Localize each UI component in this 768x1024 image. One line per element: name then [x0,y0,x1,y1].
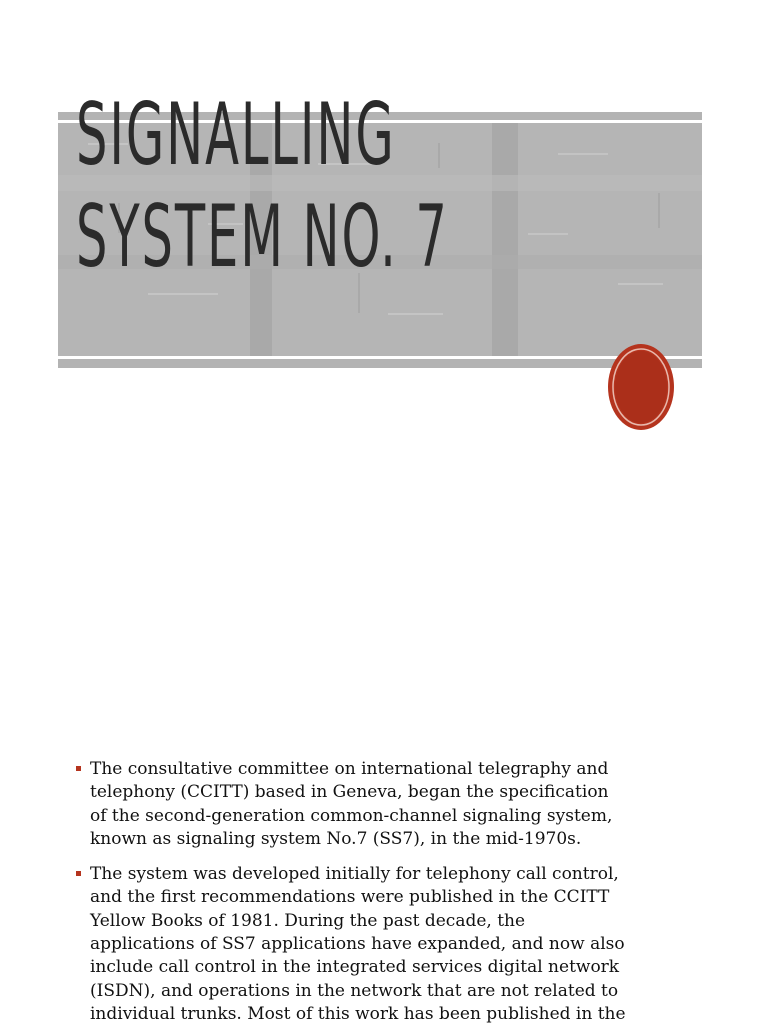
slide-content [76,758,702,1024]
bullet-marker [76,871,81,876]
slide-title-line-2: SYSTEM NO. 7 [76,187,449,287]
bullet-marker [76,766,81,771]
bullet-text: The system was developed initially for telephony call control, and the first recommendations were published in the CCITT Yellow Books of 1981. During the past decade, the applications of SS7 applications have expanded, and now also include call control in the integrated services digital network (ISDN), and operations in the network that are not related to individual trunks. Most of this work has been published in the [90,864,626,1024]
slide-title-line-1: SIGNALLING [76,85,396,185]
red-circle-ornament [606,342,676,432]
bullet-item [76,863,702,1024]
slide-title [76,84,449,288]
bullet-text: The consultative committee on international telegraphy and telephony (CCITT) based in Geneva, began the specification of the second-generation common-channel signaling system, known as signaling system No.7 (SS7), in the mid-1970s. [90,759,613,849]
bullet-item [76,758,702,851]
